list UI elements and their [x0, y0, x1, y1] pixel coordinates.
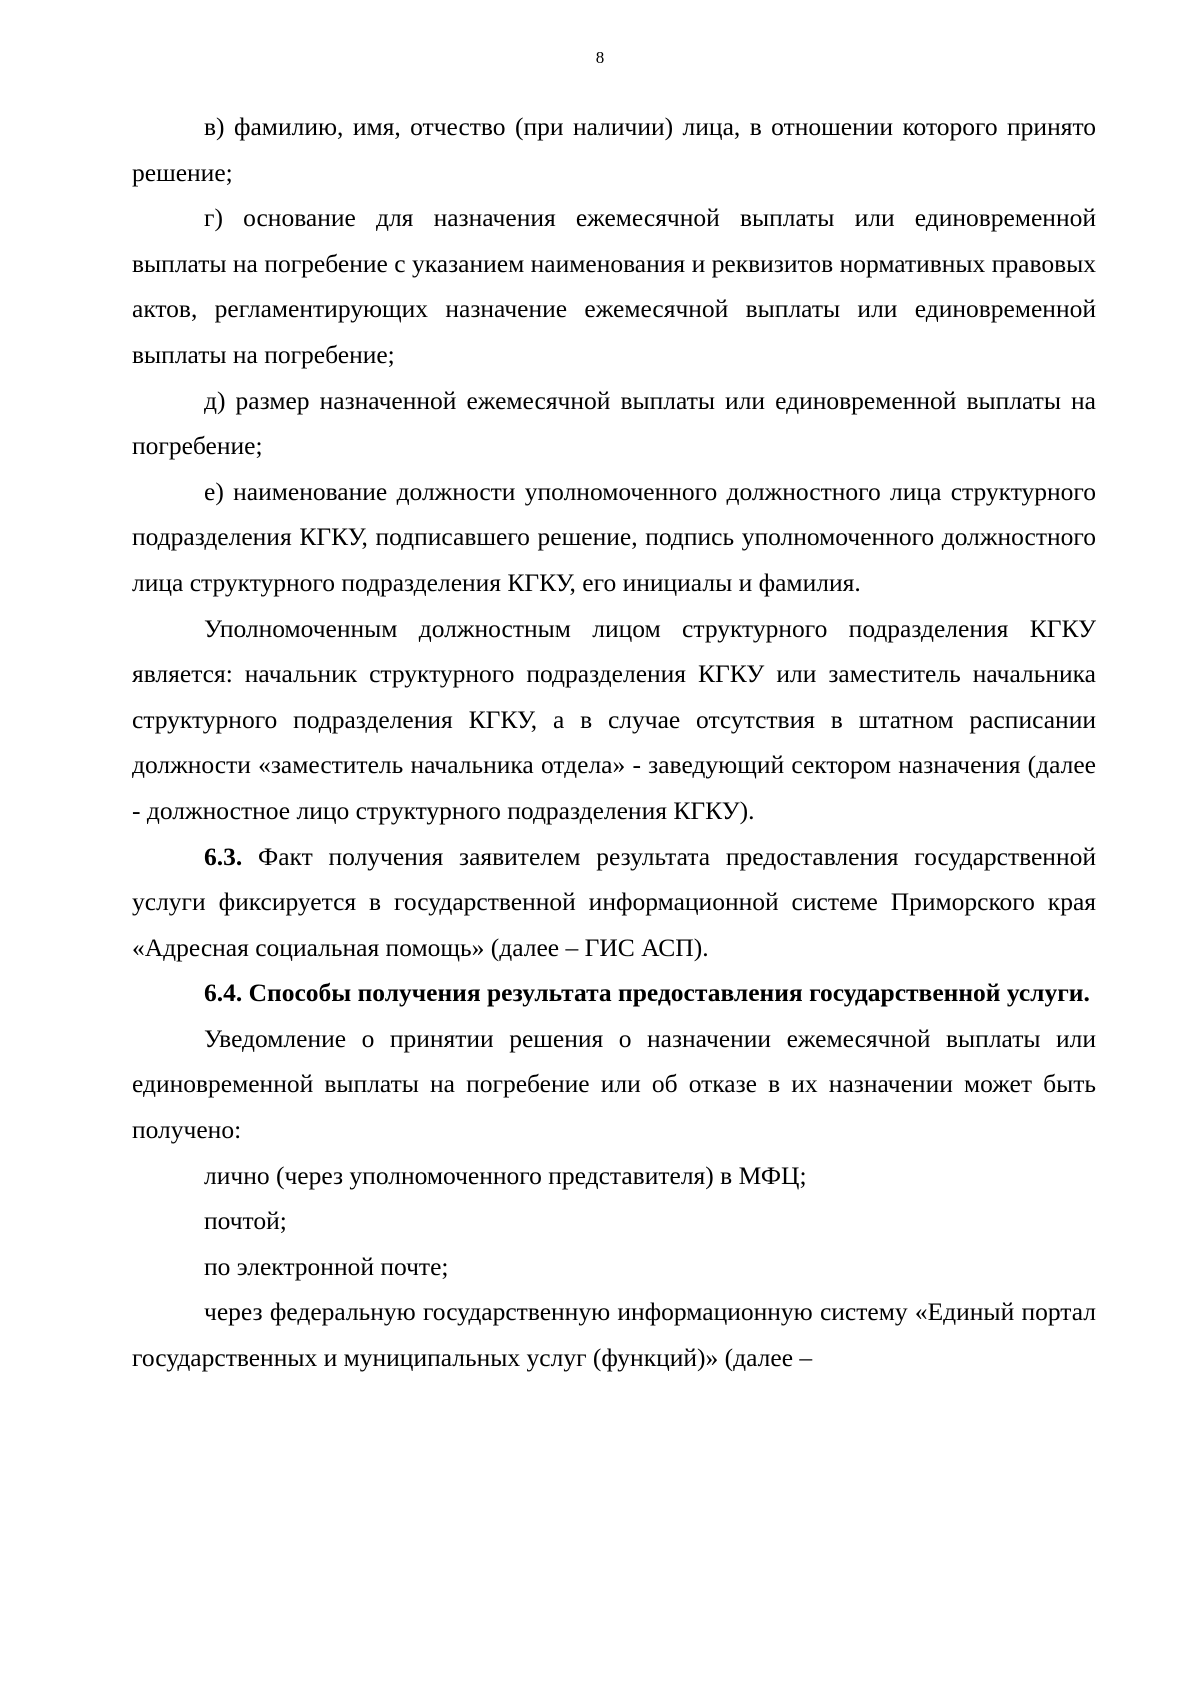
paragraph-item-g: г) основание для назначения ежемесячной выплаты или единовременной выплаты на погребение с указанием наименования и реквизитов нормативных правовых актов, регламентирующих назначение ежемесячной выплаты или единовременной выплаты на погребение; — [132, 203, 1096, 369]
paragraph-notice: Уведомление о принятии решения о назначении ежемесячной выплаты или единовременной выплаты на погребение или об отказе в их назначении может быть получено: — [132, 1023, 1096, 1145]
paragraph-item-d: д) размер назначенной ежемесячной выплаты или единовременной выплаты на погребение; — [132, 385, 1096, 461]
list-item-personally: лично (через уполномоченного представителя) в МФЦ; — [204, 1160, 807, 1190]
section-6-3-text: Факт получения заявителем результата предоставления государственной услуги фиксируется в государственной информационной системе Приморского края «Адресная социальная помощь» (далее – ГИС АСП). — [132, 841, 1096, 962]
list-item-mail: почтой; — [204, 1206, 287, 1236]
paragraph-authorized-official: Уполномоченным должностным лицом структурного подразделения КГКУ является: начальник структурного подразделения КГКУ или заместитель начальника структурного подразделения КГКУ, а в случае отсутствия в штатном расписании должности «заместитель начальника отдела» - заведующий сектором назначения (далее - должностное лицо структурного подразделения КГКУ). — [132, 613, 1096, 825]
section-6-4-heading: 6.4. Способы получения результата предоставления государственной услуги. — [204, 978, 1090, 1008]
paragraph-item-v: в) фамилию, имя, отчество (при наличии) лица, в отношении которого принято решение; — [132, 112, 1096, 187]
page-number: 8 — [595, 48, 605, 67]
paragraph-item-e: е) наименование должности уполномоченного должностного лица структурного подразделения КГКУ, подписавшего решение, подпись уполномоченного должностного лица структурного подразделения КГКУ, его инициалы и фамилия. — [132, 476, 1096, 597]
section-6-3-number: 6.3. — [204, 841, 243, 871]
list-item-email: по электронной почте; — [204, 1251, 449, 1281]
section-6-3 — [132, 834, 1096, 971]
list-item-portal: через федеральную государственную информационную систему «Единый портал государственных и муниципальных услуг (функций)» (далее – — [132, 1297, 1096, 1373]
document-body — [132, 104, 1096, 1381]
